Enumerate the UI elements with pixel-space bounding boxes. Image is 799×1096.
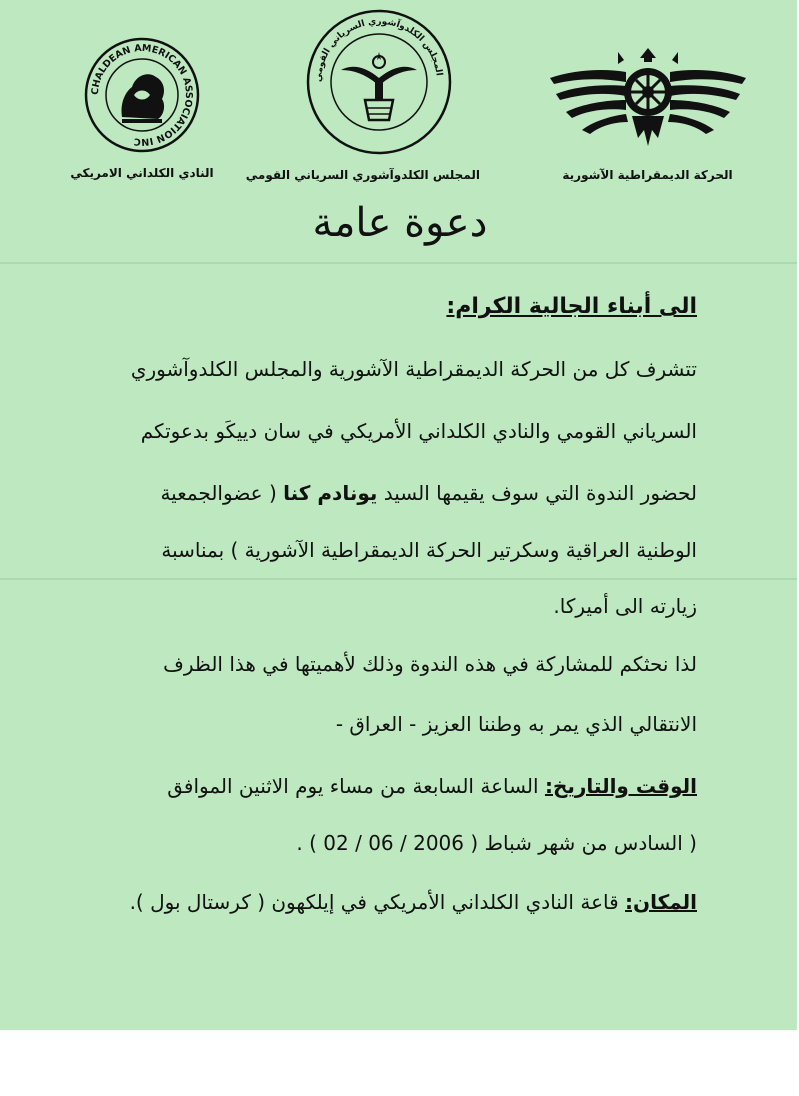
- place-line: [97, 890, 697, 914]
- body-line-4: الوطنية العراقية وسكرتير الحركة الديمقراطية الآشورية ) بمناسبة: [161, 538, 697, 562]
- place-text: قاعة النادي الكلداني الأمريكي في إيلكهون ( كرستال بول ).: [129, 890, 619, 914]
- body-line-3-pre: لحضور الندوة التي سوف يقيمها السيد: [383, 481, 697, 505]
- body-line-1: تتشرف كل من الحركة الديمقراطية الآشورية والمجلس الكلدوآشوري: [130, 357, 697, 381]
- body-line-5: زيارته الى أميركا.: [553, 594, 697, 618]
- time-text: الساعة السابعة من مساء يوم الاثنين الموافق: [167, 774, 539, 798]
- chaldean-association-caption: النادي الكلداني الامريكي: [70, 166, 214, 180]
- body-line-3-post: ( عضوالجمعية: [160, 481, 277, 505]
- guest-name: يونادم كنا: [283, 481, 378, 505]
- assyrian-winged-sun-logo: [548, 42, 748, 154]
- salutation: الى أبناء الجالية الكرام:: [446, 294, 697, 319]
- place-label: المكان:: [625, 890, 697, 914]
- time-label: الوقت والتاريخ:: [544, 774, 697, 798]
- body-line-3: [97, 481, 697, 505]
- paper-fold-line: [0, 578, 797, 580]
- chaldean-logo-ring-text: CHALDEAN AMERICAN ASSOCIATION INC: [89, 42, 195, 148]
- body-line-7: الانتقالي الذي يمر به وطننا العزيز - العراق -: [335, 712, 697, 736]
- assyrian-movement-caption: الحركة الديمقراطية الآشورية: [562, 168, 733, 182]
- paper-fold-line: [0, 262, 797, 264]
- page-title: دعوة عامة: [312, 200, 488, 246]
- council-logo-ring-text: المجلس الكلدوآشوري السرياني القومي: [313, 16, 444, 83]
- national-council-logo: [305, 8, 453, 156]
- chaldean-association-logo: [82, 35, 202, 155]
- body-line-2: السرياني القومي والنادي الكلداني الأمريكي في سان دييكَو بدعوتكم: [140, 419, 697, 443]
- date-line: ( السادس من شهر شباط ( 2006 / 06 / 02 ) .: [296, 831, 697, 855]
- national-council-caption: المجلس الكلدوآشوري السرياني القومي: [245, 168, 480, 182]
- time-line: [97, 774, 697, 798]
- body-line-6: لذا نحثكم للمشاركة في هذه الندوة وذلك لأهميتها في هذا الظرف: [163, 652, 697, 676]
